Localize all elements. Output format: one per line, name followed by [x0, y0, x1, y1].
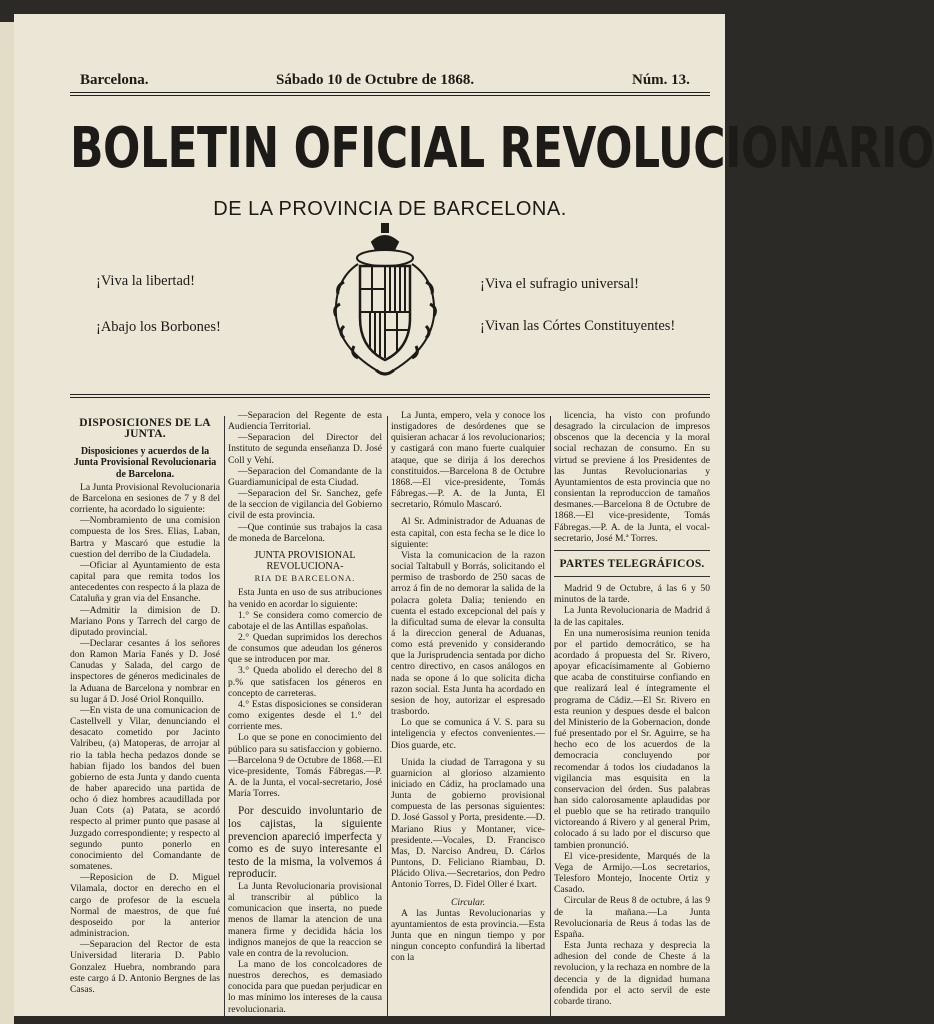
article-paragraph: —Declarar cesantes á los señores don Ramon Maria Fanés y D. José Canudas y Salada, del cargo de inspectores de géneros medicinales de la Aduana de Barcelona y nombrar en su lugar á D. José Oriol Ronquillo. — [70, 637, 220, 705]
city-label: Barcelona. — [80, 72, 149, 88]
article-paragraph: A las Juntas Revolucionarias y ayuntamientos de esta provincia.—Esta Junta que en ningun tiempo y por ningun concepto confundirá la libertad con la — [391, 907, 545, 964]
slogan-right-1: ¡Viva el sufragio universal! — [480, 276, 639, 292]
issue-number: Núm. 13. — [632, 72, 690, 88]
article-paragraph: Lo que se comunica á V. S. para su inteligencia y efectos convenientes.—Dios guarde, etc. — [391, 717, 545, 751]
article-paragraph: Vista la comunicacion de la razon social Taltabull y Borrás, solicitando el permiso de trasbordo de 250 sacas de arroz á fin de no demorar la salida de la polacra goleta Dalia; teniendo en cuenta el estado excepcional del país y la dificultad suma de elevar la consulta á la direccion general de Aduanas, como está prevenido y considerando que la Jurisprudencia sentada por dicho centro directivo, en casos análogos en nada se opone á lo que solicita dicha razon social. Esta Junta ha acordado en sesion de hoy, autorizar el espresado trasbordo. — [391, 549, 545, 718]
column-divider-1 — [224, 416, 225, 1016]
newspaper-title: BOLETIN OFICIAL REVOLUCIONARIO — [70, 116, 934, 182]
column-3 — [391, 410, 545, 1015]
article-paragraph: La Junta Revolucionaria provisional al transcribir al público la comunicacion que inserta, no puede menos de llamar la atencion de una manera firme y decidida hácia los indignos manejos de que la reaccion se vale en contra de la revolucion. — [228, 880, 382, 959]
section-rule — [554, 576, 710, 577]
section-heading-telegraficos: PARTES TELEGRÁFICOS. — [559, 557, 705, 570]
section-rule — [554, 550, 710, 551]
article-paragraph: —Que continúe sus trabajos la casa de moneda de Barcelona. — [228, 521, 382, 544]
article-paragraph: —Separacion del Director del Instituto de segunda enseñanza D. José Coll y Vehí. — [228, 432, 382, 466]
article-paragraph: En una numerosísima reunion tenida por el partido democrático, se ha acordado á propuesta del Sr. Rivero, apoyar eficacísimamente al Gobierno que acaba de constituirse confiando en que realizará leal é íntegramente el programa de Cádiz.—El Sr. Rivero en esta reunion y despues desde el balcon del Ministerio de la Gobernacion, donde fué presentado por el Sr. Aguirre, se ha hecho eco de los acuerdos de la democracia concluyendo por recomendar á todos los ciudadanos la vigilancia mas esquisita en la conservacion del órden. Sus palabras han sido calorosamente aplaudidas por el pueblo que se ha retirado tranquilo victoreando á Rivero y al general Prim, colocado á su lado por el discurso que tambien pronunció. — [554, 627, 710, 851]
page-edge-strip — [0, 22, 14, 1024]
article-paragraph: La Junta Revolucionaria de Madrid á la de las capitales. — [554, 605, 710, 628]
newspaper-subtitle: DE LA PROVINCIA DE BARCELONA. — [213, 198, 567, 220]
dateline — [14, 72, 725, 94]
article-paragraph: Lo que se pone en conocimiento del público para su satisfaccion y gobierno.—Barcelona 9 de Octubre de 1868.—El vice-presidente, Tomás Fábregas.—P. A. de la Junta, el vocal-secretario, José María Torres. — [228, 732, 382, 800]
article-paragraph: —Reposicion de D. Miguel Vilamala, doctor en derecho en el cargo de profesor de la escuela Normal de maestros, de que fué desposeido por la anterior administracion. — [70, 872, 220, 940]
article-paragraph: —Separacion del Regente de esta Audiencia Territorial. — [228, 410, 382, 433]
column-2 — [228, 410, 382, 1015]
section-subheading-junta: RIA DE BARCELONA. — [254, 573, 356, 584]
article-paragraph-large: Por descuido involuntario de los cajistas, la siguiente prevencion apareció imperfecta y como es de suyo interesante el testo de la misma, la volvemos á reproducir. — [228, 805, 382, 881]
column-divider-2 — [387, 416, 388, 1016]
article-paragraph: La Junta, empero, vela y conoce los instigadores de desórdenes que se quisieran achacar á los revolucionarios; y castigará con mano fuerte cualquier ataque, que se dirija á los derechos constituidos.—Barcelona 8 de Octubre 1868.—El vice-presidente, Tomás Fábregas.—P. A. de la Junta, El secretario, Rómulo Mascaró. — [391, 410, 545, 511]
article-paragraph: —Separacion del Rector de esta Universidad literaria D. Pablo Gonzalez Huebra, nombrando para este cargo á D. Antonio Bergnes de las Casas. — [70, 939, 220, 995]
barcelona-coat-of-arms-icon — [320, 220, 450, 382]
slogan-left-2: ¡Abajo los Borbones! — [96, 319, 221, 335]
slogan-right-2: ¡Vivan las Córtes Constituyentes! — [480, 318, 676, 334]
section-heading-junta: JUNTA PROVISIONAL REVOLUCIONA- — [254, 549, 356, 573]
article-paragraph: Esta Junta rechaza y desprecia la adhesion del conde de Cheste á la revolucion, y la rechaza en nombre de la decencia y de la dignidad humana ofendida por el acto servil de este cobarde tirano. — [554, 940, 710, 1007]
article-paragraph: 3.° Queda abolido el derecho del 8 p.% que satisfacen los géneros en concepto de carreteras. — [228, 665, 382, 699]
article-paragraph: —En vista de una comunicacion de Castellvell y Vilar, denunciando el desacato cometido por Jacinto Valribeu, (a) Matoperas, de arrojar al rio la tabla hecha pedazos donde se habian fijado los bandos del buen gobierno de esta Junta y dando cuenta de haber aparecido una partida de ocho ó diez hombres acaudillada por Juan Cots (a) Patata, se acordó respecto al primer punto que pasase al Juzgado correspondiente; y respecto al segundo punto ponerlo en conocimiento del Comandante de somatenes. — [70, 704, 220, 873]
article-paragraph: Unida la ciudad de Tarragona y su guarnicion al glorioso alzamiento iniciado en Cádiz, ha proclamado una Junta de gobierno provisional compuesta de las personas siguientes: D. José Gassol y Porta, presidente.—D. Mariano Rius y Montaner, vice-presidente.—Vocales, D. Francisco Mas, D. Narciso Andreu, D. Cárlos Puntons, D. Feliciano Riambau, D. Plácido Oliva.—Secretarios, don Pedro Antonio Torres, D. Fidel Oller é Ixart. — [391, 756, 545, 891]
article-paragraph: —Separacion del Comandante de la Guardiamunicipal de esta Ciudad. — [228, 465, 382, 488]
article-paragraph: Al Sr. Administrador de Aduanas de esta capital, con esta fecha se le dice lo siguiente: — [391, 516, 545, 550]
section-heading-disposiciones: DISPOSICIONES DE LA JUNTA. — [79, 417, 211, 441]
article-paragraph: Circular de Reus 8 de octubre, á las 9 de la mañana.—La Junta Revolucionaria de Reus á todas las de España. — [554, 895, 710, 940]
article-paragraph: El vice-presidente, Marqués de la Vega de Armijo.—Los secretarios, Telesforo Montejo, Inocente Ortiz y Casado. — [554, 850, 710, 896]
masthead-rule-bottom — [70, 394, 710, 395]
column-divider-3 — [550, 416, 551, 1016]
article-paragraph: —Separacion del Sr. Sanchez, gefe de la seccion de vigilancia del Gobierno civil de esta provincia. — [228, 488, 382, 522]
article-paragraph: La mano de los concolcadores de nuestros derechos, es demasiado conocida para que puedan perjudicar en lo mas mínimo los intereses de la causa revolucionaria. — [228, 958, 382, 1015]
article-paragraph: La Junta Provisional Revolucionaria de Barcelona en sesiones de 7 y 8 del corriente, ha acordado lo siguiente: — [70, 481, 220, 516]
newspaper-page — [14, 14, 934, 1016]
article-paragraph: —Oficiar al Ayuntamiento de esta capital para que remita todos los antecedentes con respecto á la plaza de Cataluña y gran via del Ensanche. — [70, 559, 220, 605]
section-subheading: Disposiciones y acuerdos de la Junta Provisional Revolucionaria de Barcelona. — [73, 446, 217, 480]
article-paragraph: Madrid 9 de Octubre, á las 6 y 50 minutos de la tarde. — [554, 583, 710, 606]
article-paragraph: Esta Junta en uso de sus atribuciones ha venido en acordar lo siguiente: — [228, 587, 382, 610]
slogan-left-1: ¡Viva la libertad! — [96, 273, 195, 289]
article-paragraph: 4.° Estas disposiciones se consideran como exigentes desde el 1.° del corriente mes. — [228, 698, 382, 733]
article-paragraph: licencia, ha visto con profundo desagrado la circulacion de impresos obscenos que la decencia y la moral social rechazan de consumo. En su virtud se previene á los Presidentes de las Juntas Revolucionarias y Ayuntamientos de esta provincia que no consientan la reproduccion de tamaños desmanes.—Barcelona 8 de Octubre de 1868.—El vice-presidente, Tomás Fábregas.—P. A. de la Junta, el vocal-secretario, José M.ª Torres. — [554, 410, 710, 544]
article-paragraph: —Nombramiento de una comision compuesta de los Sres. Elias, Laban, Bartra y Mascaró que estudie la cuestion del derribo de la Ciudadela. — [70, 515, 220, 560]
article-paragraph: 1.° Se considera como comercio de cabotaje el de las Antillas españolas. — [228, 609, 382, 632]
column-1 — [70, 410, 220, 1015]
masthead-rule-top — [70, 92, 710, 93]
article-paragraph: 2.° Quedan suprimidos los derechos de consumos que adeudan los géneros que se introducen por mar. — [228, 631, 382, 666]
article-paragraph: —Admitir la dimision de D. Mariano Pons y Tarrech del cargo de diputado provincial. — [70, 604, 220, 638]
masthead-rule-bottom-2 — [70, 397, 710, 398]
masthead-rule-top-2 — [70, 95, 710, 96]
issue-date: Sábado 10 de Octubre de 1868. — [276, 72, 475, 88]
circular-title: Circular. — [450, 896, 486, 908]
column-4 — [554, 410, 710, 1015]
